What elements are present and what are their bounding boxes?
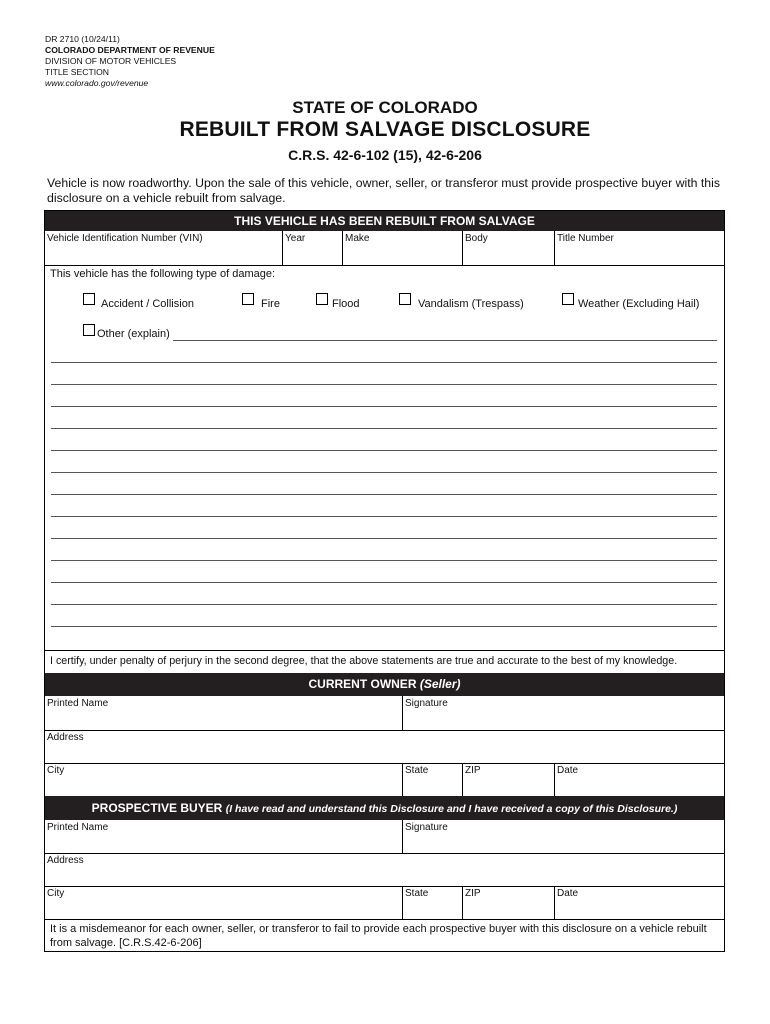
explain-line[interactable] bbox=[51, 560, 717, 561]
owner-address-label: Address bbox=[47, 732, 84, 743]
buyer-section-bar bbox=[45, 796, 724, 820]
weather-checkbox[interactable] bbox=[562, 293, 574, 305]
owner-state-label: State bbox=[405, 765, 429, 776]
buyer-signature-label: Signature bbox=[405, 822, 448, 833]
owner-zip-label: ZIP bbox=[465, 765, 481, 776]
explain-line[interactable] bbox=[51, 582, 717, 583]
vin-label: Vehicle Identification Number (VIN) bbox=[47, 233, 203, 244]
other-label: Other (explain) bbox=[97, 328, 170, 340]
accident-checkbox[interactable] bbox=[83, 293, 95, 305]
accident-label: Accident / Collision bbox=[101, 298, 194, 310]
weather-label: Weather (Excluding Hail) bbox=[578, 298, 700, 310]
explain-line[interactable] bbox=[51, 362, 717, 363]
flood-checkbox[interactable] bbox=[316, 293, 328, 305]
owner-printed-name-label: Printed Name bbox=[47, 698, 109, 709]
year-label: Year bbox=[285, 233, 306, 244]
owner-section-bar bbox=[45, 673, 724, 696]
website: www.colorado.gov/revenue bbox=[45, 78, 149, 88]
title-number-label: Title Number bbox=[557, 233, 614, 244]
other-checkbox[interactable] bbox=[83, 324, 95, 336]
page-title: REBUILT FROM SALVAGE DISCLOSURE bbox=[179, 118, 591, 141]
intro-text: Vehicle is now roadworthy. Upon the sale of this vehicle, owner, seller, or transferor must provide prospective buyer with this disclosure on a vehicle rebuilt from salvage. bbox=[47, 176, 721, 205]
explain-line[interactable] bbox=[51, 428, 717, 429]
fire-label: Fire bbox=[261, 298, 280, 310]
explain-line[interactable] bbox=[51, 538, 717, 539]
department: COLORADO DEPARTMENT OF REVENUE bbox=[45, 45, 215, 55]
explain-line[interactable] bbox=[51, 450, 717, 451]
buyer-bar-sub: (I have read and understand this Disclosure and I have received a copy of this Disclosure.) bbox=[225, 803, 678, 815]
statute-reference: C.R.S. 42-6-102 (15), 42-6-206 bbox=[288, 147, 482, 163]
damage-prompt: This vehicle has the following type of damage: bbox=[50, 268, 276, 280]
certify-statement: I certify, under penalty of perjury in the second degree, that the above statements are true and accurate to the best of my knowledge. bbox=[50, 655, 678, 667]
explain-line[interactable] bbox=[51, 494, 717, 495]
form-id: DR 2710 (10/24/11) bbox=[45, 34, 120, 44]
other-explain-line[interactable] bbox=[173, 340, 717, 341]
make-label: Make bbox=[345, 233, 370, 244]
explain-line[interactable] bbox=[51, 626, 717, 627]
owner-city-label: City bbox=[47, 765, 65, 776]
explain-line[interactable] bbox=[51, 516, 717, 517]
buyer-bar-title: PROSPECTIVE BUYER bbox=[91, 801, 223, 815]
owner-bar-sub: (Seller) bbox=[419, 677, 461, 691]
explain-line[interactable] bbox=[51, 384, 717, 385]
explain-line[interactable] bbox=[51, 604, 717, 605]
footer-notice: It is a misdemeanor for each owner, seller, or transferor to fail to provide each prospective buyer with this disclosure on a vehicle rebuilt from salvage. [C.R.S.42-6-206] bbox=[50, 923, 707, 949]
buyer-zip-label: ZIP bbox=[465, 888, 481, 899]
buyer-state-label: State bbox=[405, 888, 429, 899]
buyer-city-label: City bbox=[47, 888, 65, 899]
vandalism-checkbox[interactable] bbox=[399, 293, 411, 305]
buyer-printed-name-label: Printed Name bbox=[47, 822, 109, 833]
fire-checkbox[interactable] bbox=[242, 293, 254, 305]
buyer-address-label: Address bbox=[47, 855, 84, 866]
explain-line[interactable] bbox=[51, 406, 717, 407]
owner-bar-title: CURRENT OWNER bbox=[308, 677, 417, 691]
division: DIVISION OF MOTOR VEHICLES bbox=[45, 56, 177, 66]
section: TITLE SECTION bbox=[45, 67, 109, 77]
owner-signature-label: Signature bbox=[405, 698, 448, 709]
body-label: Body bbox=[465, 233, 488, 244]
flood-label: Flood bbox=[332, 298, 360, 310]
disclosure-form bbox=[44, 210, 725, 952]
vehicle-section-bar: THIS VEHICLE HAS BEEN REBUILT FROM SALVAGE bbox=[45, 211, 724, 231]
owner-date-label: Date bbox=[557, 765, 579, 776]
buyer-date-label: Date bbox=[557, 888, 579, 899]
explain-line[interactable] bbox=[51, 472, 717, 473]
state-title: STATE OF COLORADO bbox=[292, 98, 478, 117]
vandalism-label: Vandalism (Trespass) bbox=[418, 298, 524, 310]
